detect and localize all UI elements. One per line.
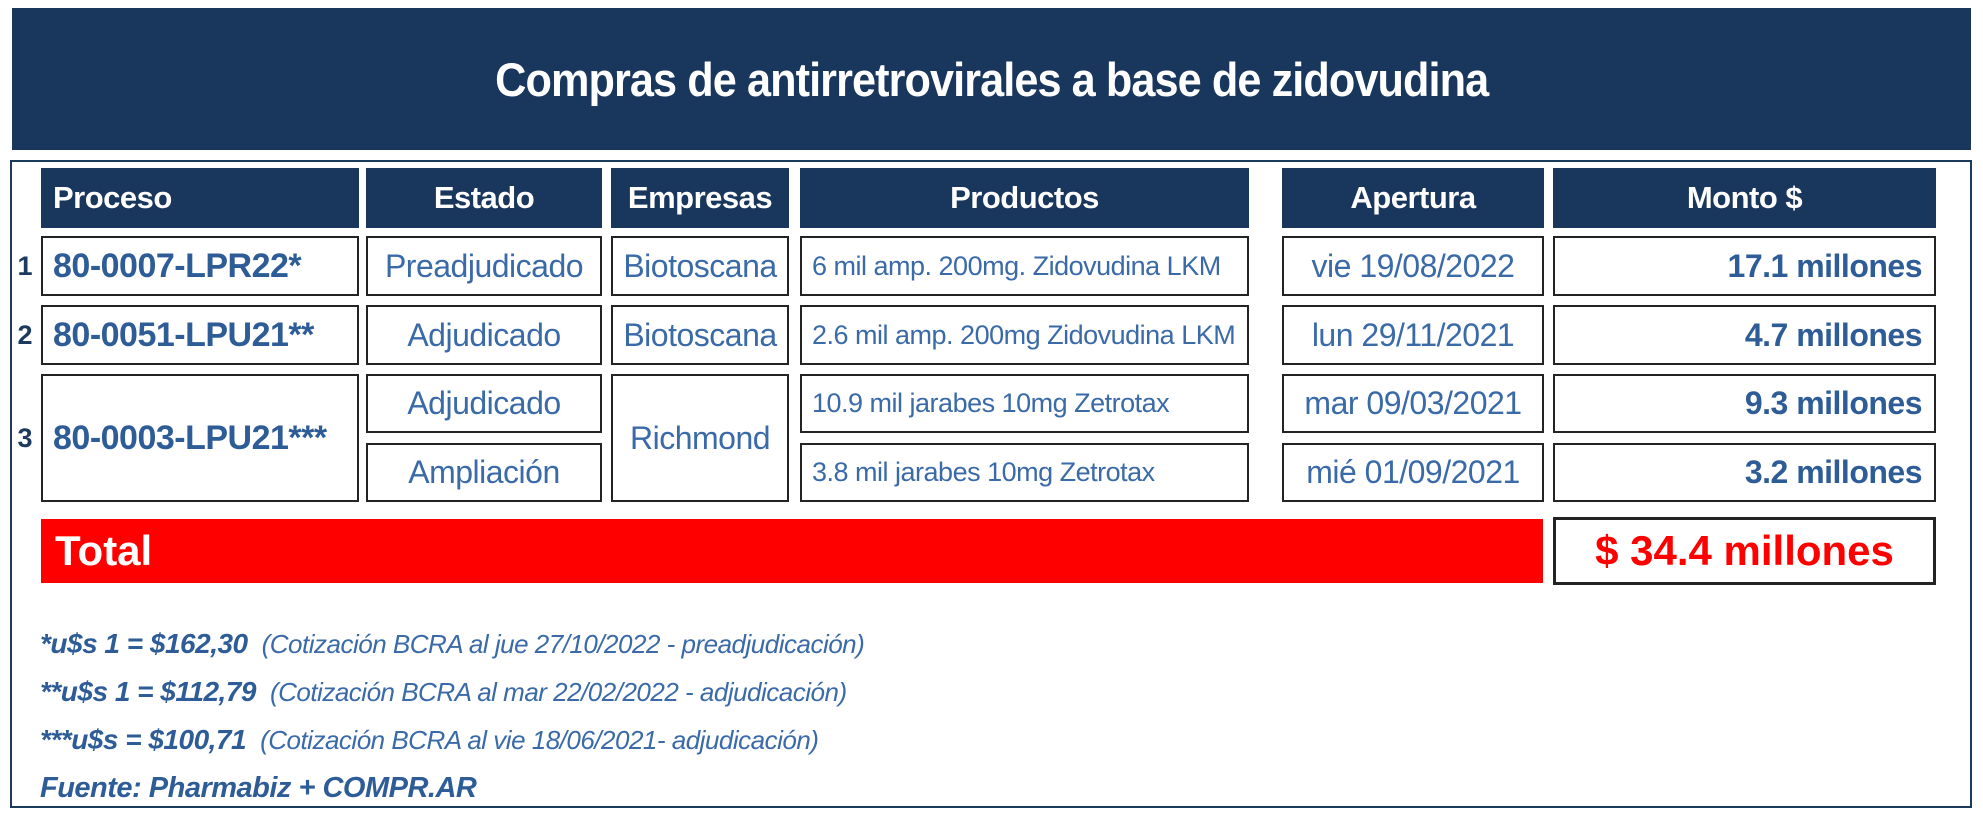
empresa-value: Biotoscana [623,247,777,284]
footnote-line [40,668,864,716]
table-row [41,236,359,296]
row-number-3: 3 [17,422,33,453]
estado-value: Adjudicado [407,385,561,421]
apertura-value: mié 01/09/2021 [1306,454,1520,490]
table-row [611,305,789,365]
table-row [41,374,359,502]
monto-value: 9.3 millones [1744,385,1922,421]
title-bar [12,8,1971,150]
table-row [611,374,789,502]
monto-value: 17.1 millones [1727,247,1922,284]
exchange-rate-2: **u$s 1 = $112,79 [40,676,256,707]
apertura-value: mar 09/03/2021 [1304,385,1522,421]
page-title: Compras de antirretrovirales a base de zidovudina [494,52,1489,106]
source-line [40,764,864,812]
total-amount: $ 34.4 millones [1595,527,1894,574]
column-header-monto: Monto $ [1553,168,1936,228]
estado-value: Ampliación [408,454,560,490]
row-number-1: 1 [17,250,33,281]
total-label: Total [55,527,153,574]
monto-value: 3.2 millones [1744,454,1922,490]
column-header-proceso: Proceso [41,168,359,228]
table-row [1553,305,1936,365]
producto-value: 3.8 mil jarabes 10mg Zetrotax [812,457,1155,487]
total-bar [41,519,1543,583]
row-number-2: 2 [17,319,33,350]
table-row [800,374,1249,433]
table-row [1553,443,1936,502]
source-text: Fuente: Pharmabiz + COMPR.AR [40,771,477,804]
table-row [1282,374,1544,433]
estado-value: Adjudicado [407,316,561,353]
producto-value: 10.9 mil jarabes 10mg Zetrotax [812,388,1170,418]
table-row [1553,374,1936,433]
empresa-value: Biotoscana [623,316,777,353]
empresa-value: Richmond [629,419,771,456]
apertura-value: lun 29/11/2021 [1311,316,1515,353]
table-row [1553,236,1936,296]
column-header-empresas: Empresas [611,168,789,228]
estado-value: Preadjudicado [384,247,584,284]
table-row [366,374,602,433]
table-row [1282,236,1544,296]
table-row [1282,443,1544,502]
table-row [41,305,359,365]
proceso-value: 80-0003-LPU21*** [53,418,327,457]
exchange-rate-2-note: (Cotización BCRA al mar 22/02/2022 - adjudicación) [269,676,847,707]
exchange-rate-3-note: (Cotización BCRA al vie 18/06/2021- adjudicación) [260,724,819,755]
table-row [366,236,602,296]
column-header-estado: Estado [366,168,602,228]
monto-value: 4.7 millones [1744,316,1922,353]
table-row [800,236,1249,296]
producto-value: 6 mil amp. 200mg. Zidovudina LKM [812,250,1221,281]
table-row [800,305,1249,365]
table-row [366,443,602,502]
exchange-rate-3: ***u$s = $100,71 [40,724,247,755]
footnotes [40,620,864,812]
total-amount-box [1553,517,1936,585]
table-row [800,443,1249,502]
proceso-value: 80-0007-LPR22* [53,246,302,285]
footnote-line [40,620,864,668]
column-header-apertura: Apertura [1282,168,1544,228]
proceso-value: 80-0051-LPU21** [53,315,314,354]
table-row [366,305,602,365]
table-row [1282,305,1544,365]
table-row [611,236,789,296]
footnote-line [40,716,864,764]
column-header-productos: Productos [800,168,1249,228]
exchange-rate-1-note: (Cotización BCRA al jue 27/10/2022 - preadjudicación) [261,628,865,659]
producto-value: 2.6 mil amp. 200mg Zidovudina LKM [812,319,1236,350]
exchange-rate-1: *u$s 1 = $162,30 [40,628,248,659]
apertura-value: vie 19/08/2022 [1311,247,1515,284]
